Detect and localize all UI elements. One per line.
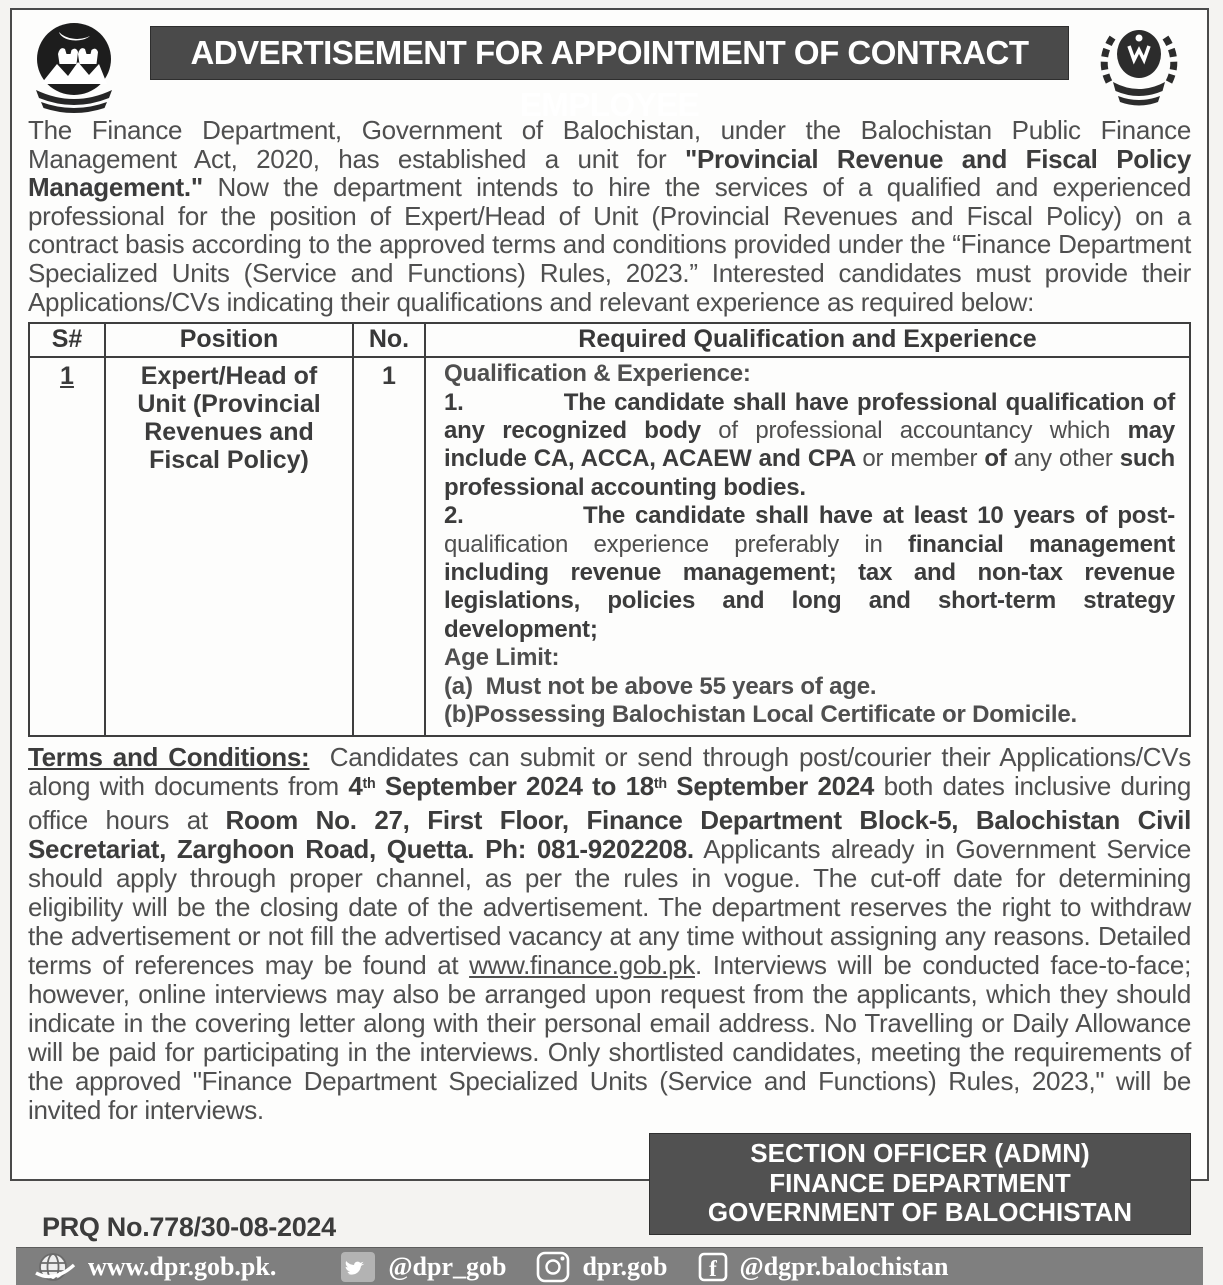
department-crest-logo xyxy=(1087,18,1191,110)
text-segment: both dates inclusive during office hours at xyxy=(28,771,1191,836)
text-segment: of xyxy=(984,445,1014,473)
text-segment: Applicants already in Government Service should apply through proper channel, as per the rules in vogue. The cut-off date for determining eligibility will be the closing date of the advertisement. The department reserves the right to withdraw the advertisement or not fill the advertised vacancy at any time without assigning any reasons. Detailed terms of references may be found at xyxy=(28,834,1191,981)
text-segment: Room No. 27, First Floor, Finance Department Block-5, Balochistan Civil Secretariat, Zarghoon Road, Quetta. Ph: 081-9202208. xyxy=(28,805,1191,865)
qualification-heading: Qualification & Experience: xyxy=(444,360,751,388)
table-header-row xyxy=(29,323,1190,357)
footer-item-label: www.dpr.gob.pk. xyxy=(88,1251,277,1281)
column-header-qualification: Required Qualification and Experience xyxy=(425,323,1190,357)
svg-text:f: f xyxy=(708,1255,717,1281)
qualification-cell xyxy=(425,357,1190,736)
twitter-icon xyxy=(340,1251,376,1283)
text-segment: any other xyxy=(1013,445,1120,473)
instagram-icon xyxy=(536,1251,570,1283)
footer-item-label: @dpr_gob xyxy=(388,1251,507,1281)
serial-cell xyxy=(29,357,105,736)
text-segment: 2. The candidate shall have at least 10 years of post- xyxy=(444,502,1175,530)
balochistan-emblem-logo xyxy=(28,18,120,114)
bottom-section xyxy=(28,1129,1191,1245)
signature-line: FINANCE DEPARTMENT xyxy=(769,1167,1071,1198)
column-header-serial: S# xyxy=(29,323,105,357)
age-limit-item-a: (a) Must not be above 55 years of age. xyxy=(444,672,877,700)
text-segment: 1. The candidate shall have professional qualification of any recognized body xyxy=(444,388,1175,444)
column-header-count: No. xyxy=(353,323,425,357)
text-segment: th xyxy=(362,776,376,793)
facebook-icon xyxy=(698,1251,728,1283)
text-segment: or member xyxy=(862,445,985,473)
column-header-position: Position xyxy=(105,323,353,357)
text-segment: qualification experience preferably in xyxy=(444,530,909,558)
text-segment: September 2024 to 18 xyxy=(375,771,654,802)
footer-item-twitter xyxy=(340,1251,506,1283)
signature-line: SECTION OFFICER (ADMN) xyxy=(750,1138,1090,1169)
table-row xyxy=(29,357,1190,736)
text-segment: of professional accountancy which xyxy=(718,416,1128,444)
text-segment: September 2024 xyxy=(666,771,875,802)
header xyxy=(28,18,1191,123)
text-segment: financial management including revenue management; tax and non-tax revenue legislations, policies and long and short-term strategy development; xyxy=(444,530,1175,643)
text-segment: Now the department intends to hire the services of a qualified and experienced professional for the position of Expert/Head of Unit (Provincial Revenues and Fiscal Policy) on a contract basis according to the approved terms and conditions provided under the “Finance Department Specialized Units (Service and Functions) Rules, 2023.” Interested candidates must provide their Applications/CVs indicating their qualifications and relevant experience as required below: xyxy=(28,172,1191,317)
title-banner xyxy=(150,26,1069,123)
text-segment: such professional accounting bodies. xyxy=(444,445,1175,501)
advertisement-page xyxy=(10,8,1209,1281)
footer-item-label: @dgpr.balochistan xyxy=(739,1251,949,1281)
balochistan-emblem-icon xyxy=(28,18,120,114)
department-crest-icon xyxy=(1087,18,1191,110)
position-cell: Expert/Head of Unit (Provincial Revenues and Fiscal Policy) xyxy=(105,357,353,736)
text-segment: may include CA, ACCA, ACAEW and CPA xyxy=(444,416,1175,473)
qualification-item-2 xyxy=(444,502,1175,644)
age-limit-heading: Age Limit: xyxy=(444,644,560,672)
globe-icon xyxy=(34,1250,76,1284)
footer-item-instagram xyxy=(536,1251,667,1283)
vacancy-count-cell: 1 xyxy=(353,357,425,736)
reference-number: PRQ No.778/30-08-2024 xyxy=(42,1212,336,1243)
text-segment: Candidates can submit or send through post/courier their Applications/CVs along with documents from xyxy=(28,742,1191,802)
footer-item-label: dpr.gob xyxy=(582,1251,668,1281)
signature-line: GOVERNMENT OF BALOCHISTAN xyxy=(707,1197,1133,1228)
footer-bar xyxy=(16,1247,1203,1285)
qualification-item-1 xyxy=(444,389,1175,503)
terms-paragraph xyxy=(28,743,1191,1125)
text-segment: The Finance Department, Government of Balochistan, under the Balochistan Public Finance Management Act, 2020, has established a unit for xyxy=(28,115,1191,174)
intro-paragraph xyxy=(28,116,1191,316)
text-segment: 4 xyxy=(348,771,363,802)
text-segment: Terms and Conditions: xyxy=(28,742,310,773)
footer-item-facebook xyxy=(698,1251,949,1283)
text-segment: . Interviews will be conducted face-to-face; however, online interviews may also be arranged upon request from the applicants, which they should indicate in the covering letter along with their personal email address. No Travelling or Daily Allowance will be paid for participating in the interviews. Only shortlisted candidates, meeting the requirements of the approved "Finance Department Specialized Units (Service and Functions) Rules, 2023," will be invited for interviews. xyxy=(28,950,1192,1126)
age-limit-item-b: (b)Possessing Balochistan Local Certificate or Domicile. xyxy=(444,701,1077,729)
text-segment: "Provincial Revenue and Fiscal Policy Management." xyxy=(28,143,1191,203)
positions-table xyxy=(28,322,1191,737)
serial-number: 1 xyxy=(60,362,74,391)
signature-block xyxy=(649,1133,1191,1235)
footer-item-website xyxy=(34,1250,276,1284)
text-segment: th xyxy=(653,776,667,793)
text-segment: www.finance.gob.pk xyxy=(469,950,695,981)
page-title: ADVERTISEMENT FOR APPOINTMENT OF CONTRACT EMPLOYEE xyxy=(190,34,1029,123)
